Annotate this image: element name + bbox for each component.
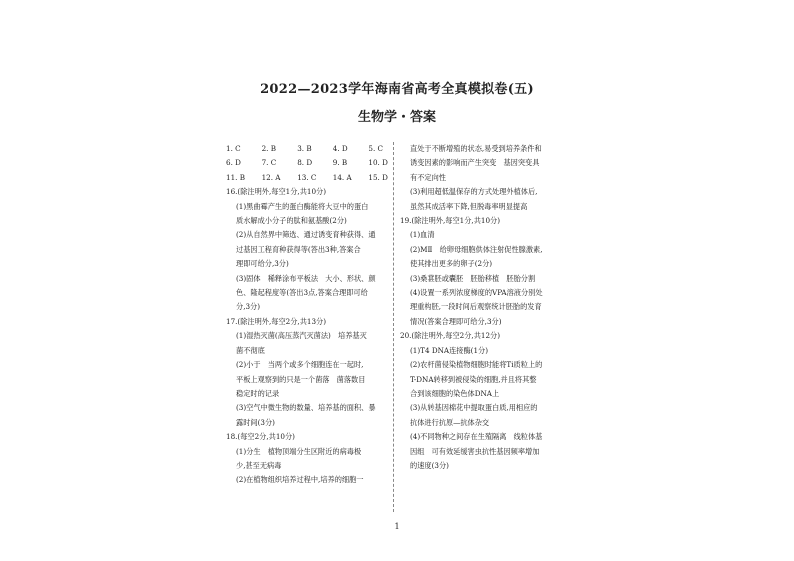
answer-line: (1)分生 植物顶端分生区附近的病毒极 — [236, 446, 362, 456]
answer-line: 抗体进行抗原—抗体杂交 — [410, 417, 490, 427]
answer-line: (2)在植物组织培养过程中,培养的细胞一 — [236, 475, 364, 485]
answer-line: 菌不彻底 — [236, 345, 265, 355]
answer-line: 有不定向性 — [410, 172, 446, 182]
choice-answer: 1. C — [226, 144, 241, 153]
answer-line: 17.(除注明外,每空2分,共13分) — [226, 316, 327, 326]
page-title: 2022—2023学年海南省高考全真模拟卷(五) — [260, 82, 534, 97]
answer-line: 直处于不断增殖的状态,易受到培养条件和 — [410, 144, 542, 153]
choice-answer: 8. D — [297, 158, 313, 168]
answer-line: (4)不同物种之间存在生殖隔离 线粒体基 — [410, 432, 543, 442]
answer-line: (1)血清 — [410, 230, 435, 240]
right-answer-text — [400, 142, 578, 473]
answer-line: 色、隆起程度等(答出3点,答案合理即可给 — [236, 288, 368, 298]
answer-line: (3)空气中微生物的数量、培养基的面积、暴 — [236, 403, 376, 413]
choice-answer: 13. C — [297, 172, 317, 182]
choice-answer: 3. B — [297, 144, 312, 153]
answer-line: 理即可给分,3分) — [236, 259, 289, 269]
answer-line: (3)桑葚胚或囊胚 胚胎移植 胚胎分割 — [410, 273, 536, 283]
answer-line: (3)固体 稀释涂布平板法 大小、形状、颜 — [236, 273, 376, 283]
answer-line: 使其排出更多的卵子(2分) — [410, 259, 493, 269]
choice-answer: 12. A — [261, 172, 281, 182]
answer-line: 质水解成小分子的肽和氨基酸(2分) — [236, 216, 347, 226]
answer-line: 19.(除注明外,每空1分,共10分) — [400, 216, 501, 226]
choice-answer: 11. B — [226, 172, 245, 182]
right-column — [400, 142, 578, 473]
answer-line: 20.(除注明外,每空2分,共12分) — [400, 331, 501, 341]
answer-line: 虽然其成活率下降,但脱毒率明显提高 — [410, 201, 528, 211]
choice-answer: 5. C — [368, 144, 384, 153]
answer-line: 稳定时的记录 — [236, 388, 280, 398]
answer-line: 露时间(3分) — [236, 417, 275, 427]
answer-line: 过基因工程育种获得等(答出3种,答案合 — [236, 244, 361, 254]
choice-answer: 14. A — [332, 172, 352, 182]
choice-row — [226, 142, 404, 156]
answer-line: 分,3分) — [236, 302, 261, 312]
answer-line: 的速度(3分) — [410, 460, 449, 470]
answer-line: 少,甚至无病毒 — [236, 460, 282, 470]
answer-line: (2)小于 当两个或多个细胞连在一起时, — [236, 360, 364, 370]
answer-line: 合到该细胞的染色体DNA上 — [410, 388, 500, 398]
answer-line: (1)T4 DNA连接酶(1分) — [410, 345, 489, 355]
answer-line: 16.(除注明外,每空1分,共10分) — [226, 187, 327, 197]
left-column — [226, 142, 404, 488]
choice-answer: 4. D — [332, 144, 348, 153]
choice-answer: 9. B — [332, 158, 348, 168]
answer-line: 因组 可有效延缓害虫抗性基因频率增加 — [410, 446, 540, 456]
answer-line: (3)从转基因棉花中提取蛋白质,用相应的 — [410, 403, 538, 413]
choice-answers — [226, 142, 404, 185]
choice-answer: 10. D — [368, 158, 388, 168]
answer-line: 平板上观察到的只是一个菌落 菌落数目 — [236, 374, 366, 384]
answer-line: (1)黑曲霉产生的蛋白酶能将大豆中的蛋白 — [236, 201, 369, 211]
column-divider — [393, 142, 394, 512]
choice-answer: 7. C — [261, 158, 277, 168]
answer-line: T-DNA转移到被侵染的细胞,并且将其整 — [410, 374, 537, 384]
page-subtitle: 生物学・答案 — [357, 110, 436, 125]
choice-answer: 6. D — [226, 158, 241, 168]
choice-answer: 2. B — [261, 144, 277, 153]
answer-line: 情况(答案合理即可给分,3分) — [410, 316, 502, 326]
answer-line: (2)MⅡ 给卵母细胞供体注射促性腺激素, — [410, 244, 543, 254]
choice-row — [226, 171, 404, 185]
answer-line: (2)农杆菌侵染植物细胞时能将Ti质粒上的 — [410, 360, 543, 370]
page-number: 1 — [394, 522, 400, 531]
answer-line: (2)从自然界中筛选、通过诱变育种获得、通 — [236, 230, 376, 240]
answer-line: (4)设置一系列浓度梯度的VPA溶液分别处 — [410, 288, 543, 298]
choice-row — [226, 156, 404, 170]
answer-line: (3)利用超低温保存的方式处理外植体后, — [410, 187, 538, 197]
answer-line: (1)湿热灭菌(高压蒸汽灭菌法) 培养基灭 — [236, 331, 367, 341]
left-answer-text — [226, 185, 404, 488]
choice-answer: 15. D — [368, 172, 388, 182]
answer-line: 18.(每空2分,共10分) — [226, 432, 295, 442]
answer-line: 诱变因素的影响而产生突变 基因突变具 — [410, 158, 540, 168]
answer-line: 理重构胚,一段时间后观察统计胚胎的发育 — [410, 302, 542, 312]
